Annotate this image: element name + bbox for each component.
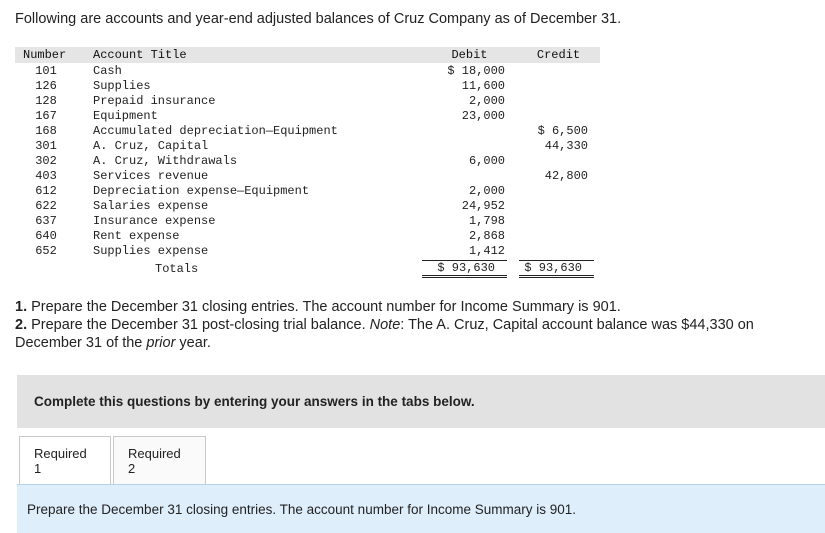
- account-title: Supplies: [93, 78, 151, 93]
- account-number: 637: [35, 213, 57, 228]
- instruction-2: 2. Prepare the December 31 post-closing trial balance. Note: The A. Cruz, Capital account balance was $44,330 on December 31 of the prior year.: [15, 317, 754, 351]
- debit-amount: 2,000: [468, 93, 505, 108]
- debit-amount: 2,000: [468, 183, 505, 198]
- credit-amount: $ 6,500: [537, 123, 588, 138]
- account-number: 126: [35, 78, 57, 93]
- account-title: Accumulated depreciation—Equipment: [93, 123, 338, 138]
- instruction-banner: [17, 375, 825, 428]
- table-row: [15, 168, 600, 183]
- account-number: 168: [35, 123, 57, 138]
- debit-amount: 6,000: [468, 153, 505, 168]
- table-header: [15, 47, 600, 63]
- totals-row: [15, 259, 600, 278]
- account-title: A. Cruz, Withdrawals: [93, 153, 238, 168]
- header-credit: Credit: [536, 48, 581, 62]
- account-number: 403: [35, 168, 57, 183]
- instructions: [15, 298, 820, 352]
- debit-amount: 2,868: [468, 228, 505, 243]
- credit-amount: 42,800: [544, 168, 588, 183]
- account-title: Supplies expense: [93, 243, 209, 258]
- table-row: [15, 93, 600, 108]
- account-title: Services revenue: [93, 168, 209, 183]
- table-row: [15, 63, 600, 78]
- account-title: Equipment: [93, 108, 158, 123]
- credit-amount: 44,330: [544, 138, 588, 153]
- header-account-title: Account Title: [93, 48, 187, 62]
- intro-text: Following are accounts and year-end adjusted balances of Cruz Company as of December 31.: [15, 11, 622, 27]
- account-number: 101: [35, 63, 57, 78]
- debit-amount: $ 18,000: [447, 63, 505, 78]
- account-number: 652: [35, 243, 57, 258]
- table-row: [15, 138, 600, 153]
- account-title: Salaries expense: [93, 198, 209, 213]
- account-number: 640: [35, 228, 57, 243]
- account-title: Rent expense: [93, 228, 180, 243]
- table-row: [15, 213, 600, 228]
- account-number: 128: [35, 93, 57, 108]
- tab-panel: [17, 484, 825, 533]
- totals-credit: $ 93,630: [519, 260, 594, 278]
- account-number: 301: [35, 138, 57, 153]
- account-number: 302: [35, 153, 57, 168]
- debit-amount: 1,412: [468, 243, 505, 258]
- table-row: [15, 108, 600, 123]
- debit-amount: 1,798: [468, 213, 505, 228]
- table-row: [15, 78, 600, 93]
- account-title: Insurance expense: [93, 213, 216, 228]
- table-row: [15, 183, 600, 198]
- account-title: A. Cruz, Capital: [93, 138, 209, 153]
- header-number: Number: [23, 48, 67, 62]
- debit-amount: 11,600: [461, 78, 505, 93]
- banner-text: Complete this questions by entering your answers in the tabs below.: [34, 394, 475, 409]
- account-number: 167: [35, 108, 57, 123]
- table-body: [15, 63, 600, 258]
- trial-balance-table: [15, 47, 600, 278]
- account-number: 622: [35, 198, 57, 213]
- totals-label: Totals: [155, 261, 199, 276]
- account-title: Depreciation expense—Equipment: [93, 183, 310, 198]
- table-row: [15, 123, 600, 138]
- panel-text: Prepare the December 31 closing entries. The account number for Income Summary is 901.: [27, 501, 577, 517]
- tab-required-1[interactable]: Required 1: [19, 436, 111, 485]
- tab-bar: [19, 436, 206, 485]
- account-title: Cash: [93, 63, 122, 78]
- tab-required-2[interactable]: Required 2: [113, 436, 206, 485]
- table-row: [15, 243, 600, 258]
- table-row: [15, 228, 600, 243]
- debit-amount: 23,000: [461, 108, 505, 123]
- instruction-1: 1. Prepare the December 31 closing entries. The account number for Income Summary is 901.: [15, 299, 621, 315]
- header-debit: Debit: [451, 48, 488, 62]
- account-number: 612: [35, 183, 57, 198]
- table-row: [15, 153, 600, 168]
- table-row: [15, 198, 600, 213]
- debit-amount: 24,952: [461, 198, 505, 213]
- totals-debit: $ 93,630: [422, 260, 507, 278]
- account-title: Prepaid insurance: [93, 93, 216, 108]
